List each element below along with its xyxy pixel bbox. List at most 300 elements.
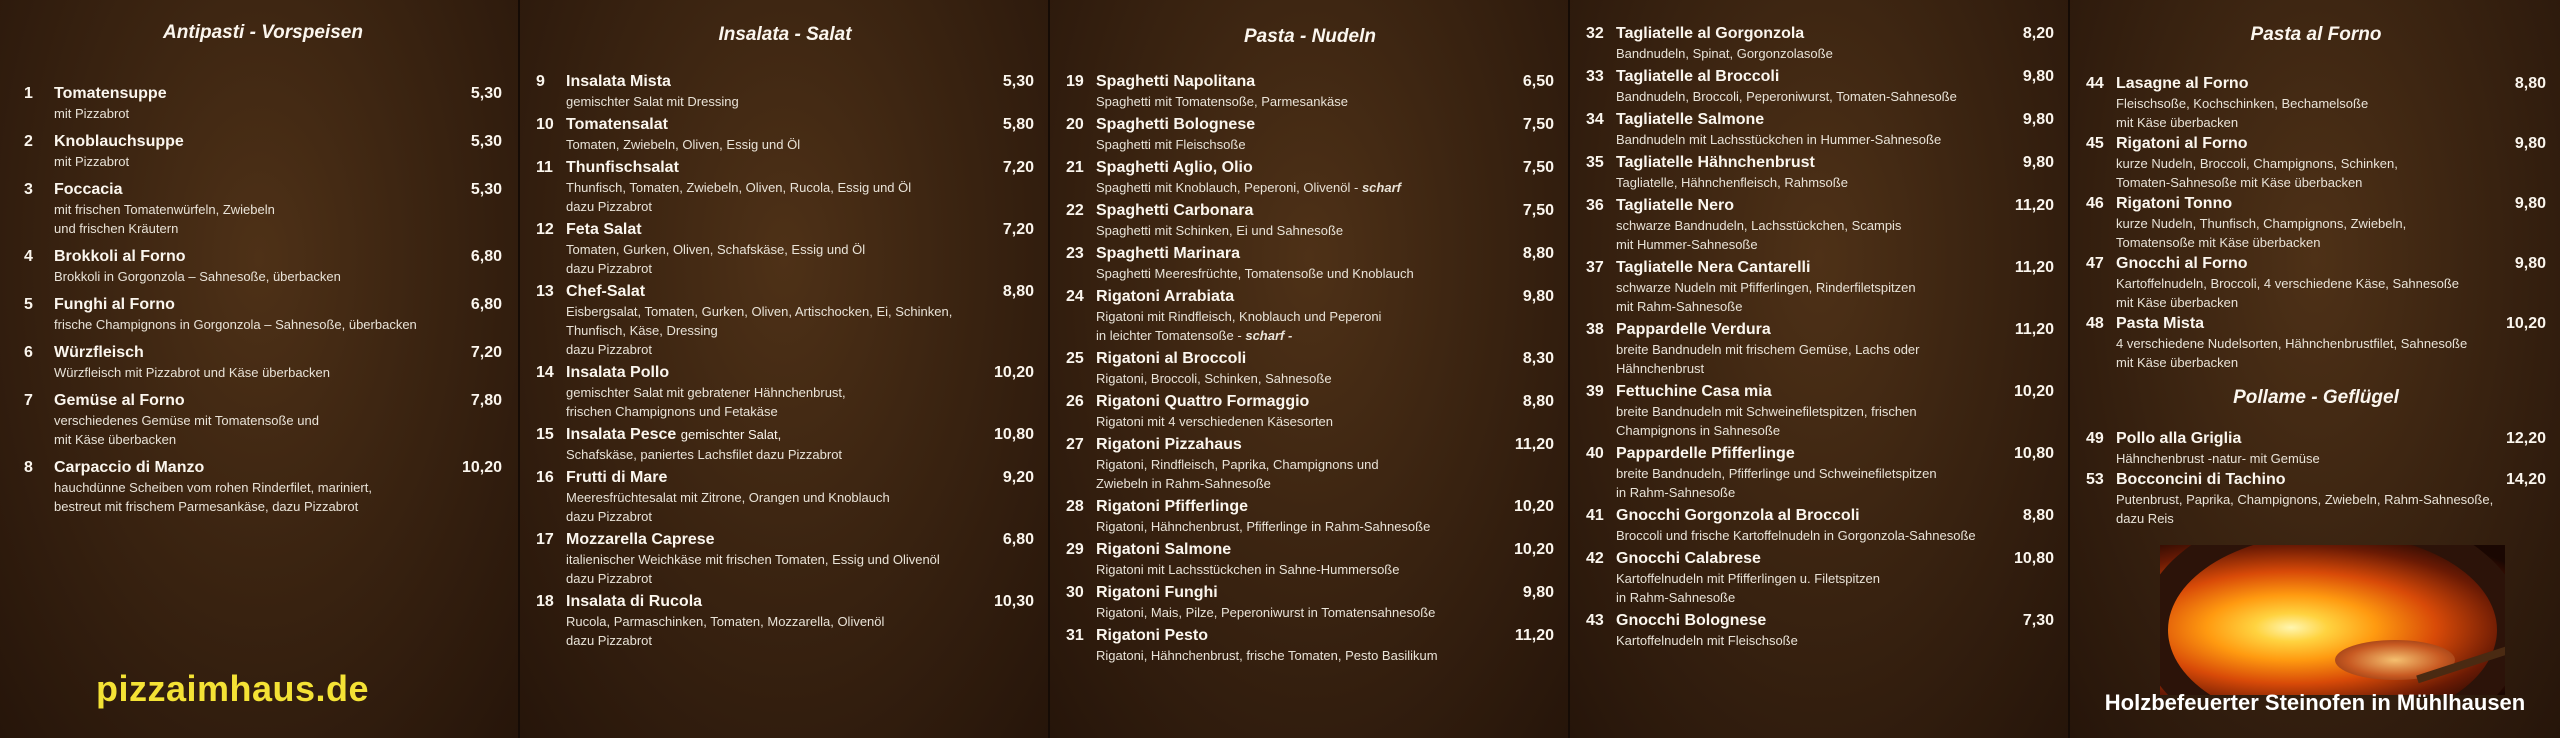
item-number: 5 [24, 296, 33, 313]
item-description-text: mit Käse überbacken [54, 432, 177, 447]
item-description-text: und frischen Kräutern [54, 221, 179, 236]
item-name [566, 468, 984, 487]
menu-item [1066, 72, 1554, 110]
item-name [2116, 470, 2496, 489]
menu-item [1586, 258, 2054, 315]
item-description-text: Brokkoli in Gorgonzola – Sahnesoße, überbacken [54, 269, 341, 284]
item-description [2086, 511, 2546, 527]
item-name-text: Fettuchine Casa mia [1616, 383, 1772, 400]
menu-item [1586, 110, 2054, 148]
item-description-text: Zwiebeln in Rahm-Sahnesoße [1096, 476, 1271, 491]
item-description-text: Bandnudeln, Spinat, Gorgonzolasoße [1616, 46, 1833, 61]
item-name [1096, 626, 1504, 645]
menu-item [536, 592, 1034, 649]
menu-item [536, 282, 1034, 358]
item-name-text: Tagliatelle Nera Cantarelli [1616, 259, 1811, 276]
item-price: 10,20 [2013, 383, 2054, 400]
item-description-text: mit Käse überbacken [2116, 355, 2239, 370]
item-name-text: Rigatoni Quattro Formaggio [1096, 393, 1310, 410]
item-description-text: Spaghetti mit Fleischsoße [1096, 137, 1246, 152]
item-price: 9,80 [2022, 154, 2054, 171]
menu-item-header [24, 295, 502, 314]
item-description-text: Rigatoni mit 4 verschiedenen Käsesorten [1096, 414, 1334, 429]
item-description [536, 633, 1034, 649]
item-number: 32 [1586, 25, 1604, 42]
item-description-text: Bandnudeln mit Lachsstückchen in Hummer-Sahnesoße [1616, 132, 1942, 147]
item-description-text: Tomaten, Gurken, Oliven, Schafskäse, Essig und Öl [566, 242, 866, 257]
item-price: 9,80 [1522, 584, 1554, 601]
item-description-text: Thunfisch, Tomaten, Zwiebeln, Oliven, Rucola, Essig und Öl [566, 180, 912, 195]
menu-item-header [536, 282, 1034, 301]
item-price: 10,80 [993, 426, 1034, 443]
panel-antipasti [0, 0, 520, 738]
item-number: 46 [2086, 195, 2104, 212]
item-name-text: Gnocchi Gorgonzola al Broccoli [1616, 507, 1860, 524]
menu-item-header [536, 363, 1034, 382]
item-name-text: Chef-Salat [566, 283, 646, 300]
item-price: 8,80 [2514, 75, 2546, 92]
section-title-poultry: Pollame - Geflügel [2233, 387, 2399, 408]
menu-item-header [2086, 314, 2546, 333]
item-description-text: frischen Champignons und Fetakäse [566, 404, 778, 419]
item-name [1616, 549, 2004, 568]
panel-pasta-al-forno [2070, 0, 2560, 738]
item-name [1096, 540, 1504, 559]
item-name [1616, 153, 2004, 172]
item-name-text: Insalata Mista [566, 73, 671, 90]
item-number: 17 [536, 531, 554, 548]
item-price: 14,20 [2505, 471, 2546, 488]
item-description [536, 242, 1034, 258]
menu-item-header [1586, 67, 2054, 86]
menu-item [2086, 314, 2546, 371]
item-number: 29 [1066, 541, 1084, 558]
item-name [566, 363, 984, 382]
item-number: 31 [1066, 627, 1084, 644]
menu-item-header [1066, 540, 1554, 559]
item-name-text: Tagliatelle Nero [1616, 197, 1734, 214]
menu-item [1586, 320, 2054, 377]
menu-item-header [536, 425, 1034, 444]
item-price: 10,80 [2013, 445, 2054, 462]
spicy-note: scharf - [1245, 328, 1293, 343]
item-name [566, 592, 984, 611]
menu-item [1586, 153, 2054, 191]
item-number: 16 [536, 469, 554, 486]
menu-item [2086, 74, 2546, 131]
item-description [2086, 492, 2546, 508]
menu-item-header [1066, 349, 1554, 368]
item-price: 9,80 [2022, 111, 2054, 128]
item-description-text: verschiedenes Gemüse mit Tomatensoße und [54, 413, 319, 428]
item-name [566, 115, 984, 134]
item-description [536, 447, 1034, 463]
menu-item [1586, 506, 2054, 544]
website-url: pizzaimhaus.de [96, 668, 370, 709]
item-description [2086, 235, 2546, 251]
item-description-text: kurze Nudeln, Broccoli, Champignons, Schinken, [2116, 156, 2398, 171]
menu-item [1066, 287, 1554, 344]
item-name-text: Rigatoni Salmone [1096, 541, 1232, 558]
menu-item-header [1586, 611, 2054, 630]
item-description [1586, 299, 2054, 315]
item-description-text: Rucola, Parmaschinken, Tomaten, Mozzarella, Olivenöl [566, 614, 885, 629]
item-number: 12 [536, 221, 554, 238]
item-price: 9,80 [1522, 288, 1554, 305]
item-name [2116, 134, 2496, 153]
item-price: 7,30 [2022, 612, 2054, 629]
item-name [2116, 194, 2496, 213]
item-description [1066, 648, 1554, 664]
item-number: 4 [24, 248, 33, 265]
item-description-text: gemischter Salat mit gebratener Hähnchenbrust, [566, 385, 846, 400]
item-description [2086, 156, 2546, 172]
item-price: 7,80 [470, 392, 502, 409]
item-name [54, 247, 452, 266]
item-name [1616, 320, 2004, 339]
menu-item [1066, 349, 1554, 387]
menu-item [536, 468, 1034, 525]
item-description [1586, 633, 2054, 649]
item-description [1586, 590, 2054, 606]
item-description [24, 154, 502, 170]
item-number: 7 [24, 392, 33, 409]
item-description-text: dazu Pizzabrot [566, 199, 652, 214]
item-description-text: Rigatoni, Hähnchenbrust, frische Tomaten, Pesto Basilikum [1096, 648, 1438, 663]
wood-fired-oven-photo [2160, 545, 2505, 695]
menu-item-header [536, 468, 1034, 487]
item-name [1096, 287, 1504, 306]
item-description [536, 571, 1034, 587]
item-name-text: Tagliatelle Salmone [1616, 111, 1765, 128]
item-description [1586, 132, 2054, 148]
item-description [536, 94, 1034, 110]
item-name-text: Rigatoni Pesto [1096, 627, 1209, 644]
item-description-text: mit frischen Tomatenwürfeln, Zwiebeln [54, 202, 275, 217]
item-number: 35 [1586, 154, 1604, 171]
item-description-text: Fleischsoße, Kochschinken, Bechamelsoße [2116, 96, 2369, 111]
menu-item-header [24, 84, 502, 103]
item-price: 11,20 [2014, 197, 2054, 214]
item-description-text: mit Hummer-Sahnesoße [1616, 237, 1758, 252]
menu-item [1586, 444, 2054, 501]
item-name-text: Gemüse al Forno [54, 392, 185, 409]
item-price: 5,30 [1002, 73, 1034, 90]
item-number: 25 [1066, 350, 1084, 367]
item-description-text: dazu Pizzabrot [566, 261, 652, 276]
item-description-text: Eisbergsalat, Tomaten, Gurken, Oliven, Artischocken, Ei, Schinken, [566, 304, 953, 319]
item-description [1586, 218, 2054, 234]
item-description [2086, 355, 2546, 371]
item-name [1096, 201, 1504, 220]
item-description [1586, 571, 2054, 587]
item-description [2086, 115, 2546, 131]
menu-item-header [2086, 429, 2546, 448]
menu-item [1066, 115, 1554, 153]
item-name [1616, 110, 2004, 129]
item-number: 26 [1066, 393, 1084, 410]
item-description-text: italienischer Weichkäse mit frischen Tomaten, Essig und Olivenöl [566, 552, 940, 567]
item-description-text: breite Bandnudeln mit Schweinefiletspitzen, frischen [1616, 404, 1917, 419]
item-description [536, 342, 1034, 358]
item-number: 24 [1066, 288, 1084, 305]
item-number: 45 [2086, 135, 2104, 152]
menu-item-header [2086, 470, 2546, 489]
item-price: 9,80 [2514, 255, 2546, 272]
item-description [536, 552, 1034, 568]
menu-item-header [1066, 583, 1554, 602]
item-name-text: Spaghetti Marinara [1096, 245, 1241, 262]
item-description [2086, 175, 2546, 191]
item-description [1066, 605, 1554, 621]
item-description [24, 413, 502, 429]
menu-item-header [536, 115, 1034, 134]
menu-item [1066, 626, 1554, 664]
item-description [1066, 371, 1554, 387]
item-price: 10,80 [2013, 550, 2054, 567]
item-description [1586, 89, 2054, 105]
item-name-text: Lasagne al Forno [2116, 75, 2249, 92]
section-title: Insalata - Salat [718, 24, 852, 45]
menu-item-header [536, 158, 1034, 177]
item-description [1066, 266, 1554, 282]
item-description [536, 137, 1034, 153]
item-description-text: Hähnchenbrust [1616, 361, 1705, 376]
panel-insalata [520, 0, 1050, 738]
menu-item-header [536, 220, 1034, 239]
item-list [1066, 72, 1554, 664]
item-description [2086, 336, 2546, 352]
item-description-text: Tagliatelle, Hähnchenfleisch, Rahmsoße [1616, 175, 1848, 190]
item-price: 10,20 [1513, 541, 1554, 558]
menu-item-header [1586, 196, 2054, 215]
item-price: 9,80 [2514, 195, 2546, 212]
menu-item-header [24, 247, 502, 266]
item-name-text: Rigatoni Pfifferlinge [1096, 498, 1248, 515]
item-description-text: mit Rahm-Sahnesoße [1616, 299, 1743, 314]
item-name-text: Würzfleisch [54, 344, 144, 361]
item-description [1586, 423, 2054, 439]
item-number: 36 [1586, 197, 1604, 214]
item-name-text: Spaghetti Bolognese [1096, 116, 1256, 133]
item-description-text: Rigatoni mit Lachsstückchen in Sahne-Hummersoße [1096, 562, 1400, 577]
item-name-text: Rigatoni al Forno [2116, 135, 2248, 152]
item-description [1066, 137, 1554, 153]
menu-item-header [1586, 444, 2054, 463]
item-number: 28 [1066, 498, 1084, 515]
menu-item-header [536, 72, 1034, 91]
menu-item [1066, 435, 1554, 492]
menu-item [1066, 158, 1554, 196]
menu-item [24, 295, 502, 333]
item-description [24, 365, 502, 381]
menu-item [1066, 201, 1554, 239]
item-description-text: frische Champignons in Gorgonzola – Sahnesoße, überbacken [54, 317, 417, 332]
menu-item [1066, 497, 1554, 535]
item-price: 7,20 [1002, 159, 1034, 176]
panel-tagliatelle [1570, 0, 2070, 738]
item-number: 42 [1586, 550, 1604, 567]
item-description [1066, 180, 1554, 196]
oven-caption: Holzbefeuerter Steinofen in Mühlhausen [2104, 690, 2526, 715]
item-name-text: Gnocchi Calabrese [1616, 550, 1761, 567]
menu-item [536, 220, 1034, 277]
item-description [1066, 309, 1554, 325]
item-name [1096, 435, 1504, 454]
item-description [24, 106, 502, 122]
item-description-text: Spaghetti mit Knoblauch, Peperoni, Olivenöl - [1096, 180, 1362, 195]
item-name-text: Tagliatelle Hähnchenbrust [1616, 154, 1815, 171]
item-number: 2 [24, 133, 33, 150]
item-description-text: bestreut mit frischem Parmesankäse, dazu Pizzabrot [54, 499, 359, 514]
menu-item [536, 530, 1034, 587]
item-price: 6,80 [470, 248, 502, 265]
item-price: 7,20 [470, 344, 502, 361]
item-name [2116, 74, 2496, 93]
menu-item-header [2086, 254, 2546, 273]
item-name [54, 458, 452, 477]
item-number: 19 [1066, 73, 1084, 90]
item-number: 47 [2086, 255, 2104, 272]
item-number: 10 [536, 116, 554, 133]
item-number: 53 [2086, 471, 2104, 488]
item-name [1096, 497, 1504, 516]
item-number: 1 [24, 85, 33, 102]
item-name-text: Thunfischsalat [566, 159, 679, 176]
menu-item-header [1066, 287, 1554, 306]
item-name [1616, 67, 2004, 86]
item-price: 9,20 [1002, 469, 1034, 486]
item-name-text: Pappardelle Verdura [1616, 321, 1771, 338]
item-number: 20 [1066, 116, 1084, 133]
item-description [1066, 414, 1554, 430]
item-description-text: Kartoffelnudeln mit Fleischsoße [1616, 633, 1798, 648]
menu-item [1066, 392, 1554, 430]
item-number: 33 [1586, 68, 1604, 85]
item-price: 9,80 [2514, 135, 2546, 152]
item-description [1586, 485, 2054, 501]
item-description [536, 385, 1034, 401]
item-description-text: Meeresfrüchtesalat mit Zitrone, Orangen und Knoblauch [566, 490, 890, 505]
item-description-text: Thunfisch, Käse, Dressing [566, 323, 718, 338]
item-description-text: dazu Pizzabrot [566, 509, 652, 524]
item-description [536, 180, 1034, 196]
item-description [24, 317, 502, 333]
item-number: 30 [1066, 584, 1084, 601]
item-name [1096, 244, 1504, 263]
item-price: 6,50 [1522, 73, 1554, 90]
item-price: 7,50 [1522, 202, 1554, 219]
menu-item [536, 425, 1034, 463]
item-price: 8,80 [1002, 283, 1034, 300]
item-number: 15 [536, 426, 554, 443]
item-price: 7,50 [1522, 116, 1554, 133]
menu-item-header [1066, 201, 1554, 220]
item-name-text: Rigatoni al Broccoli [1096, 350, 1247, 367]
item-name [566, 530, 984, 549]
menu-item-header [24, 132, 502, 151]
item-name [1616, 196, 2004, 215]
item-name-text: Pollo alla Griglia [2116, 430, 2242, 447]
item-price: 12,20 [2505, 430, 2546, 447]
item-name-text: Spaghetti Aglio, Olio [1096, 159, 1253, 176]
item-name-text: Funghi al Forno [54, 296, 175, 313]
item-price: 11,20 [2014, 321, 2054, 338]
item-description-text: mit Pizzabrot [54, 106, 130, 121]
menu-item [536, 363, 1034, 420]
item-name [1096, 392, 1504, 411]
item-name [566, 72, 984, 91]
menu-item-header [1586, 506, 2054, 525]
item-description-text: Tomaten-Sahnesoße mit Käse überbacken [2116, 175, 2363, 190]
item-name-text: Insalata Pesce [566, 426, 677, 443]
item-description-text: mit Käse überbacken [2116, 295, 2239, 310]
item-description [24, 480, 502, 496]
item-description-text: in Rahm-Sahnesoße [1616, 590, 1736, 605]
item-name-text: Gnocchi Bolognese [1616, 612, 1767, 629]
item-description [1586, 46, 2054, 62]
item-description [2086, 276, 2546, 292]
item-description [1586, 342, 2054, 358]
item-name [1616, 382, 2004, 401]
item-description-text: dazu Reis [2116, 511, 2174, 526]
menu-item-header [1066, 72, 1554, 91]
item-name [1616, 506, 2004, 525]
item-name-text: Carpaccio di Manzo [54, 459, 205, 476]
menu-item-header [1066, 115, 1554, 134]
item-name-text: Insalata di Rucola [566, 593, 703, 610]
menu-item [1586, 611, 2054, 649]
menu-item-header [1586, 24, 2054, 43]
menu-item-header [1066, 158, 1554, 177]
item-name [54, 132, 452, 151]
section-title: Antipasti - Vorspeisen [163, 22, 363, 43]
item-description-text: dazu Pizzabrot [566, 633, 652, 648]
item-name [566, 220, 984, 239]
item-price: 5,30 [470, 85, 502, 102]
item-description-text: gemischter Salat mit Dressing [566, 94, 739, 109]
menu-item-header [1586, 549, 2054, 568]
item-price: 5,30 [470, 133, 502, 150]
menu-item [1586, 24, 2054, 62]
item-list [2086, 74, 2546, 371]
item-description-text: dazu Pizzabrot [566, 571, 652, 586]
menu-item [24, 84, 502, 122]
item-price: 8,80 [1522, 245, 1554, 262]
item-description-text: Tomaten, Zwiebeln, Oliven, Essig und Öl [566, 137, 801, 152]
item-description-text: Würzfleisch mit Pizzabrot und Käse überbacken [54, 365, 331, 380]
item-name [1616, 258, 2004, 277]
item-description-text: Champignons in Sahnesoße [1616, 423, 1781, 438]
item-name [1616, 611, 2004, 630]
item-number: 13 [536, 283, 554, 300]
item-description-text: Putenbrust, Paprika, Champignons, Zwiebeln, Rahm-Sahnesoße, [2116, 492, 2494, 507]
item-description-text: Spaghetti Meeresfrüchte, Tomatensoße und Knoblauch [1096, 266, 1414, 281]
item-list [1586, 24, 2054, 649]
item-list [24, 84, 502, 515]
menu-item [24, 247, 502, 285]
item-name-text: Gnocchi al Forno [2116, 255, 2248, 272]
item-number: 44 [2086, 75, 2104, 92]
item-name-text: Tomatensalat [566, 116, 668, 133]
item-price: 11,20 [2014, 259, 2054, 276]
item-name [566, 158, 984, 177]
item-description-text: Schafskäse, paniertes Lachsfilet dazu Pizzabrot [566, 447, 843, 462]
item-name [2116, 314, 2496, 333]
item-price: 10,20 [993, 364, 1034, 381]
menu-item [2086, 134, 2546, 191]
menu-item [1066, 244, 1554, 282]
